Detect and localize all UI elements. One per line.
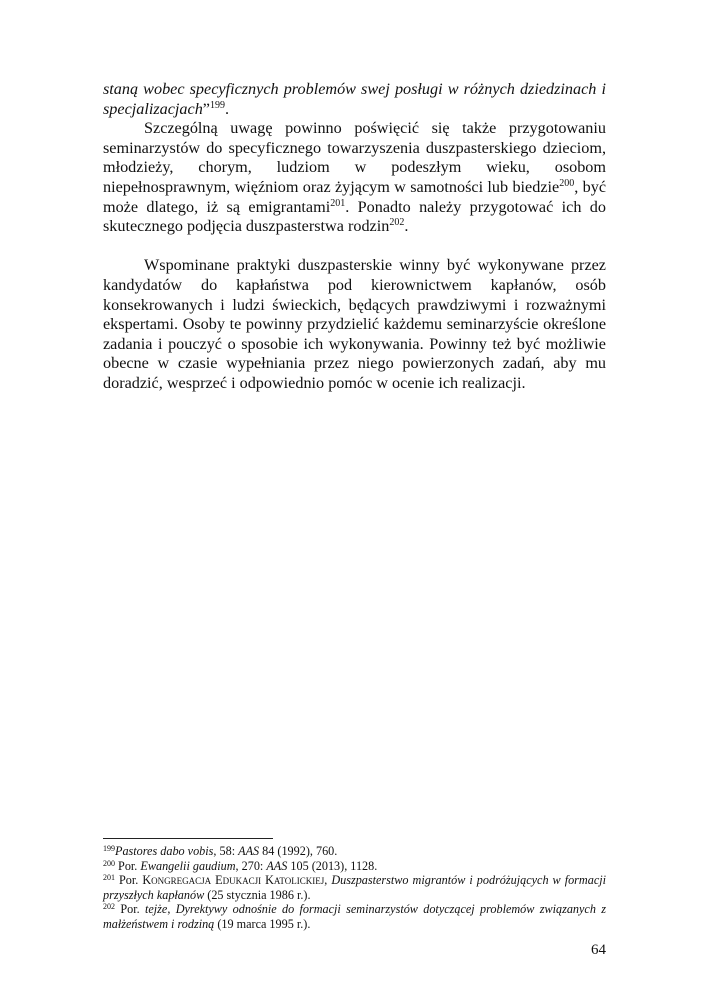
footnote-separator [103, 838, 273, 839]
footnote-ref-200[interactable]: 200 [559, 177, 575, 189]
footnotes [103, 838, 606, 931]
footnote-ref-201[interactable]: 201 [330, 197, 346, 209]
footnote-202: $^{202}$ Por. tejże, Dyrektywy odnośnie do formacji seminarzystów dotyczącej problemów związanych z małżeństwem i rodziną (19 marca 1995 r.). [103, 902, 606, 931]
page-number: 64 [591, 942, 606, 958]
paragraph-gap [103, 237, 606, 257]
paragraph-3: Wspominane praktyki duszpasterskie winny być wykonywane przez kandydatów do kapłaństwa pod kierownictwem kapłanów, osób konsekrowanych i ludzi świeckich, będących prawdziwymi i rozważnymi ekspertami. Osoby te powinny przydzielić każdemu seminarzyście określone zadania i pouczyć o sposobie ich wykonywania. Powinny też być możliwie obecne w czasie wypełniania przez niego powierzonych zadań, aby mu doradzić, wesprzeć i odpowiednio pomóc w ocenie ich realizacji. [103, 256, 606, 392]
paragraph-2: Szczególną uwagę powinno poświęcić się także przygotowaniu seminarzystów do specyficznego towarzyszenia duszpasterskiego dzieciom, młodzieży, chorym, ludziom w podeszłym wieku, osobom niepełnosprawnym, więźniom oraz żyjącym w samotności lub biedzie$^{200}$, być może dlatego, iż są emigrantami$^{201}$. Ponadto należy przygotować ich do skutecznego podjęcia duszpasterstwa rodzin$^{202}$. [103, 119, 606, 236]
paragraph-1: staną wobec specyficznych problemów swej posługi w różnych dziedzinach i specjalizacjach”$^{199}$. [103, 80, 606, 118]
quotation-text: staną wobec specyficznych problemów swej posługi w różnych dziedzinach i specjalizacjach [103, 80, 606, 118]
footnote-ref-199[interactable]: 199 [209, 99, 225, 111]
footnote-ref-202[interactable]: 202 [389, 217, 405, 229]
footnote-199: $^{199}$Pastores dabo vobis, 58: AAS 84 (1992), 760. [103, 844, 338, 858]
body-text [103, 80, 606, 394]
footnote-201: $^{201}$ Por. Kongregacja Edukacji Katolickiej, Duszpasterstwo migrantów i podróżujących w formacji przyszłych kapłanów (25 stycznia 1986 r.). [103, 873, 606, 902]
footnote-200: $^{200}$ Por. Ewangelii gaudium, 270: AAS 105 (2013), 1128. [103, 858, 378, 873]
